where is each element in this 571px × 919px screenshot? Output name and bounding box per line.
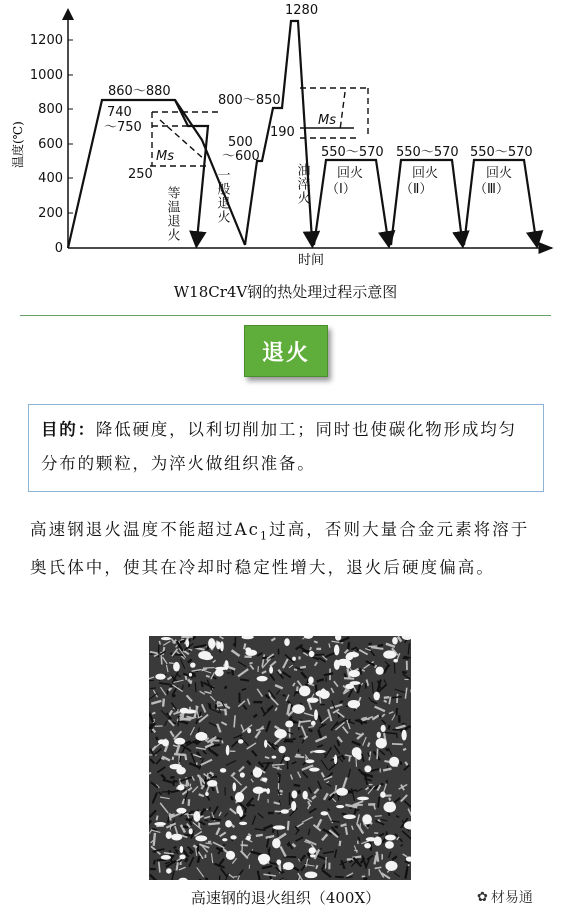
watermark [477,887,533,907]
label-isothermal-annealing: 等温退火 [164,186,180,242]
label-general-annealing: 一般退火 [214,168,230,224]
label-800-850: 800～850 [218,93,281,108]
y-tick-label: 1000 [29,68,63,83]
body-part-1: 高速钢退火温度不能超过Ac [30,520,260,539]
x-axis-title: 时间 [298,253,325,268]
dash-curve-2 [340,92,345,130]
body-part-2: 过高，否则大量合金元素将溶于奥氏体中，使其在冷却时稳定性增大，退火后硬度偏高。 [30,520,530,578]
label-temper-3-num: （Ⅲ） [474,182,509,197]
y-tick-label: 400 [38,171,63,186]
label-temper-1-num: （Ⅰ） [326,182,356,197]
label-temper-2-num: （Ⅱ） [400,182,433,197]
y-tick-label: 1200 [29,33,63,48]
label-250: 250 [128,167,153,182]
y-tick-label: 0 [54,241,63,256]
label-860-880: 860～880 [108,84,171,99]
section-divider [20,315,551,316]
purpose-text: 降低硬度，以利切削加工；同时也使碳化物形成均匀分布的颗粒，为淬火做组织准备。 [41,420,517,473]
section-title-annealing: 退火 [244,325,328,377]
label-ms-2: Ms [318,113,336,128]
isothermal-path [175,100,208,240]
y-tick-label: 800 [38,102,63,117]
body-paragraph [30,514,545,584]
label-temper-3: 回火 [486,166,513,181]
label-temper-3-range: 550～570 [470,145,533,160]
body-sub: 1 [259,529,270,543]
label-temper-1-range: 550～570 [321,145,384,160]
label-temper-2: 回火 [412,166,439,181]
wechat-icon: ✿ [477,889,488,905]
diagram-caption: W18Cr4V钢的热处理过程示意图 [173,283,398,301]
label-ms-1: Ms [156,149,174,164]
purpose-box [28,404,544,492]
label-190: 190 [270,125,295,140]
label-500: 500 [228,135,253,150]
purpose-label: 目的： [41,420,96,439]
label-740: 740 [107,105,132,120]
y-tick-label: 600 [38,137,63,152]
heat-treatment-diagram [0,0,571,300]
label-temper-2-range: 550～570 [396,145,459,160]
label-1280: 1280 [285,3,319,18]
label-oil-quench: 油淬火 [294,163,310,205]
y-axis-label: 温度(℃) [11,121,25,168]
label-temper-1: 回火 [337,166,364,181]
photo-caption: 高速钢的退火组织（400X） [190,889,381,907]
microstructure-photo [149,636,411,880]
watermark-text: 材易通 [490,890,533,906]
label-750: ～750 [104,120,142,135]
label-600: ～600 [222,149,260,164]
y-tick-label: 200 [38,206,63,221]
